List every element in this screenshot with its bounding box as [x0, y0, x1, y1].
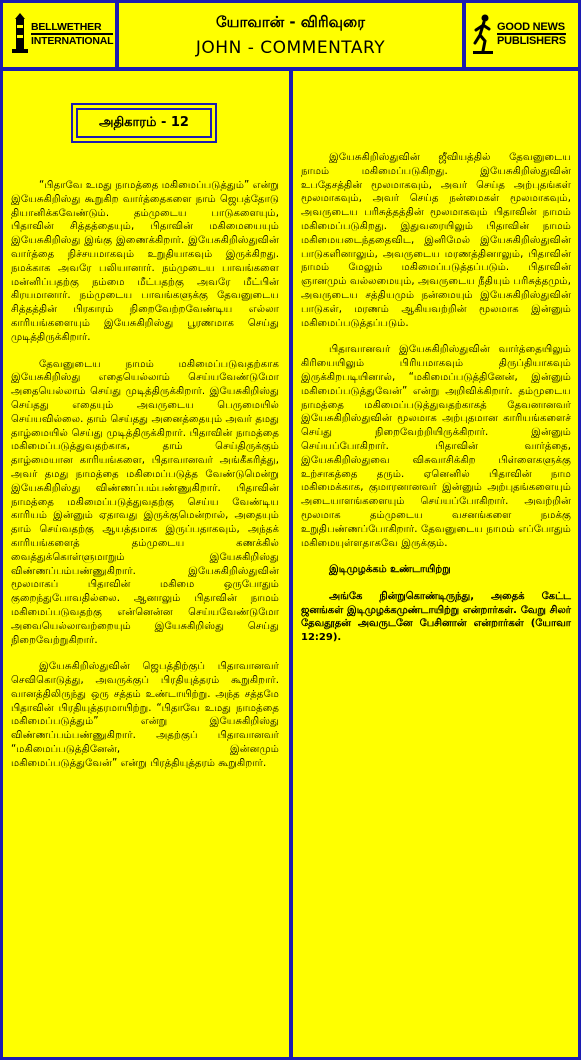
header-title-panel [119, 3, 462, 67]
logo-line-2: PUBLISHERS [497, 35, 566, 47]
runner-icon [472, 13, 494, 55]
logo-line-1: GOOD NEWS [497, 21, 565, 33]
header-right-logo-panel [466, 3, 578, 67]
paragraph: இயேசுகிறிஸ்துவின் ஜெபத்திற்குப் பிதாவானவர் செவிகொடுத்து, அவருக்குப் பிரதியுத்தரம் கூறுகிறார். வானத்திலிருந்து ஒரு சத்தம் உண்டாயிற்று. அந்த சத்தமே பிதாவின் பிரதியுத்தரமாயிற்று. “பிதாவே உமது நாமத்தை மகிமைப்படுத்தும்” என்று இயேசுகிறிஸ்து விண்ணப்பம்பண்ணுகிறார். அதற்குப் பிதாவானவர் “மகிமைப்படுத்தினேன், இன்னமும் மகிமைப்படுத்துவேன்” என்று பிரத்தியுத்தரம் கூறுகிறார். [11, 661, 279, 769]
paragraph: இயேசுகிறிஸ்துவின் ஜீவியத்தில் தேவனுடைய நாமம் மகிமைப்படுகிறது. இயேசுகிறிஸ்துவின் உபதேசத்தின் மூலமாகவும், அவர் செய்த அற்புதங்கள் மூலமாகவும், அவர் செய்த நன்மைகள் மூலமாகவும், அவருடைய பரிசுத்தத்தின் மூலமாகவும் பிதாவின் நாமம் மகிமைப்படுகிறது. இதுவரையிலும் பிதாவின் நாமம் மகிமையடைந்ததைவிட, இனிமேல் இயேசுகிறிஸ்துவின் பாடுகளினாலும், அவருடைய மரணத்தினாலும், பிதாவின் நாமம் மேலும் மகிமைப்படுத்தப்படும். பிதாவின் ஞானமும் வல்லமையும், அவருடைய நீதியும் பரிசுத்தமும், அவருடைய சத்தியமும் நன்மையும் இயேசுகிறிஸ்துவின் பாடுகள், மரணம் ஆகியவற்றின் மூலமாக இன்னும் மகிமைப்படுத்தப்படும். [301, 152, 571, 329]
logo-line-2: INTERNATIONAL [31, 35, 114, 47]
title-tamil: யோவான் - விரிவுரை [216, 13, 365, 31]
good-news-logo [472, 13, 566, 55]
title-english: JOHN - COMMENTARY [195, 38, 386, 58]
right-column [293, 71, 578, 1057]
paragraph: பிதாவானவர் இயேசுகிறிஸ்துவின் வார்த்தையிலும் கிரியையிலும் பிரியமாகவும் திருப்தியாகவும் இருக்கிறபடியினால், “மகிமைப்படுத்தினேன், இன்னும் மகிமைப்படுத்துவேன்” என்று அறிவிக்கிறார். தம்முடைய நாமத்தை மகிமைப்படுத்துவதற்காகத் தேவனானவர் இயேசுகிறிஸ்துவின் மூலமாக அற்புதமான காரியங்களைச் செய்து நிறைவேற்றியிருக்கிறார். இன்னும் செய்யப்போகிறார். பிதாவின் வார்த்தை, இயேசுகிறிஸ்துவை விசுவாசிக்கிற பிள்ளைகளுக்கு உற்சாகத்தை தரும். ஏனெனில் பிதாவின் நாம மகிமைக்காக, குமாரனானவர் இன்னும் அற்புதங்களையும் அடையாளங்களையும் செய்யப்போகிறார். அவற்றின் மூலமாக தம்முடைய வசனங்களை நமக்கு உறுதிபண்ணப்போகிறார். தேவனுடைய நாமம் எப்போதும் மகிமையுள்ளதாகவே இருக்கும். [301, 344, 571, 549]
header-left-logo-panel [3, 3, 115, 67]
subheading: இடிமுழக்கம் உண்டாயிற்று [329, 564, 451, 576]
chapter-label: அதிகாரம் - 12 [76, 108, 212, 138]
logo-line-1: BELLWETHER [31, 21, 102, 33]
scripture-quote: அங்கே நின்றுகொண்டிருந்து, அதைக் கேட்ட ஜனங்கள் இடிமுழக்கமுண்டாயிற்று என்றார்கள். வேறு சிலர் தேவதூதன் அவருடனே பேசினான் என்றார்கள் (யோவா 12:29). [301, 591, 571, 643]
bellwether-logo [11, 13, 113, 55]
right-column-text [301, 151, 571, 657]
paragraph: “பிதாவே உமது நாமத்தை மகிமைப்படுத்தும்” என்று இயேசுகிறிஸ்து கூறுகிற வார்த்தைகளை நாம் ஜெபத்தோடு தியானிக்கவேண்டும். தம்முடைய பாடுகளையும், பிதாவின் சித்தத்தையும், பிதாவின் மகிமையையும் இயேசுகிறிஸ்து இங்கு இணைக்கிறார். இயேசுகிறிஸ்துவின் வார்த்தை நிச்சயமாகவும் உறுதியாகவும் இருக்கிறது. நமக்காக அவரே பலியானார். நம்முடைய பாவங்களை மன்னிப்பதற்கு நம்மை மீட்பதற்கு அவரே மீட்பின் கிரயமானார். நம்முடைய பாவங்களுக்கு தேவனுடைய சித்தத்தின் பிரகாரம் நிறைவேற்றவேண்டிய எல்லா காரியங்களையும் இயேசுகிறிஸ்து பூரணமாக செய்து முடித்திருக்கிறார். [11, 180, 279, 343]
chapter-box [71, 103, 217, 143]
lighthouse-icon [11, 13, 29, 55]
left-column-text [11, 179, 279, 784]
left-column [3, 71, 289, 1057]
paragraph: தேவனுடைய நாமம் மகிமைப்படுவதற்காக இயேசுகிறிஸ்து எதையெல்லாம் செய்யவேண்டுமோ அதையெல்லாம் செய்து முடித்திருக்கிறார். இயேசுகிறிஸ்து செய்தது எதையும் அவருடைய பெருமையில் செய்யவில்லை. தாம் செய்தது அனைத்தையும் அவர் தமது தாழ்மையில் செய்து முடித்திருக்கிறார். பிதாவின் நாமத்தை மகிமைப்படுத்துவதற்காக, தாம் செய்திருக்கும் தாழ்மையான காரியங்களை, பிதாவானவர் அங்கீகரித்து, அவர் தமது நாமத்தை மகிமைப்படுத்த வேண்டுமென்று இயேசுகிறிஸ்து விண்ணப்பம்பண்ணுகிறார். பிதாவின் நாமத்தை மகிமைப்படுத்துவதற்கு செய்ய வேண்டிய காரியம் இன்னும் ஏதாவது இருக்குமென்றால், அதையும் தாம் செய்வதற்கு ஆயத்தமாக இருப்பதாகவும், அந்தக் காரியங்களைத் தம்முடைய கணக்கில் வைத்துக்கொள்ளுமாறும் இயேசுகிறிஸ்து விண்ணப்பம்பண்ணுகிறார். இயேசுகிறிஸ்துவின் மூலமாகப் பிதாவின் மகிமை ஒருபோதும் குறைந்துபோவதில்லை. ஆனாலும் பிதாவின் நாமம் மகிமைப்படுவதற்கு என்னென்ன செய்யவேண்டுமோ அவையெல்லாவற்றையும் இயேசுகிறிஸ்து செய்து நிறைவேற்றுகிறார். [11, 358, 279, 646]
